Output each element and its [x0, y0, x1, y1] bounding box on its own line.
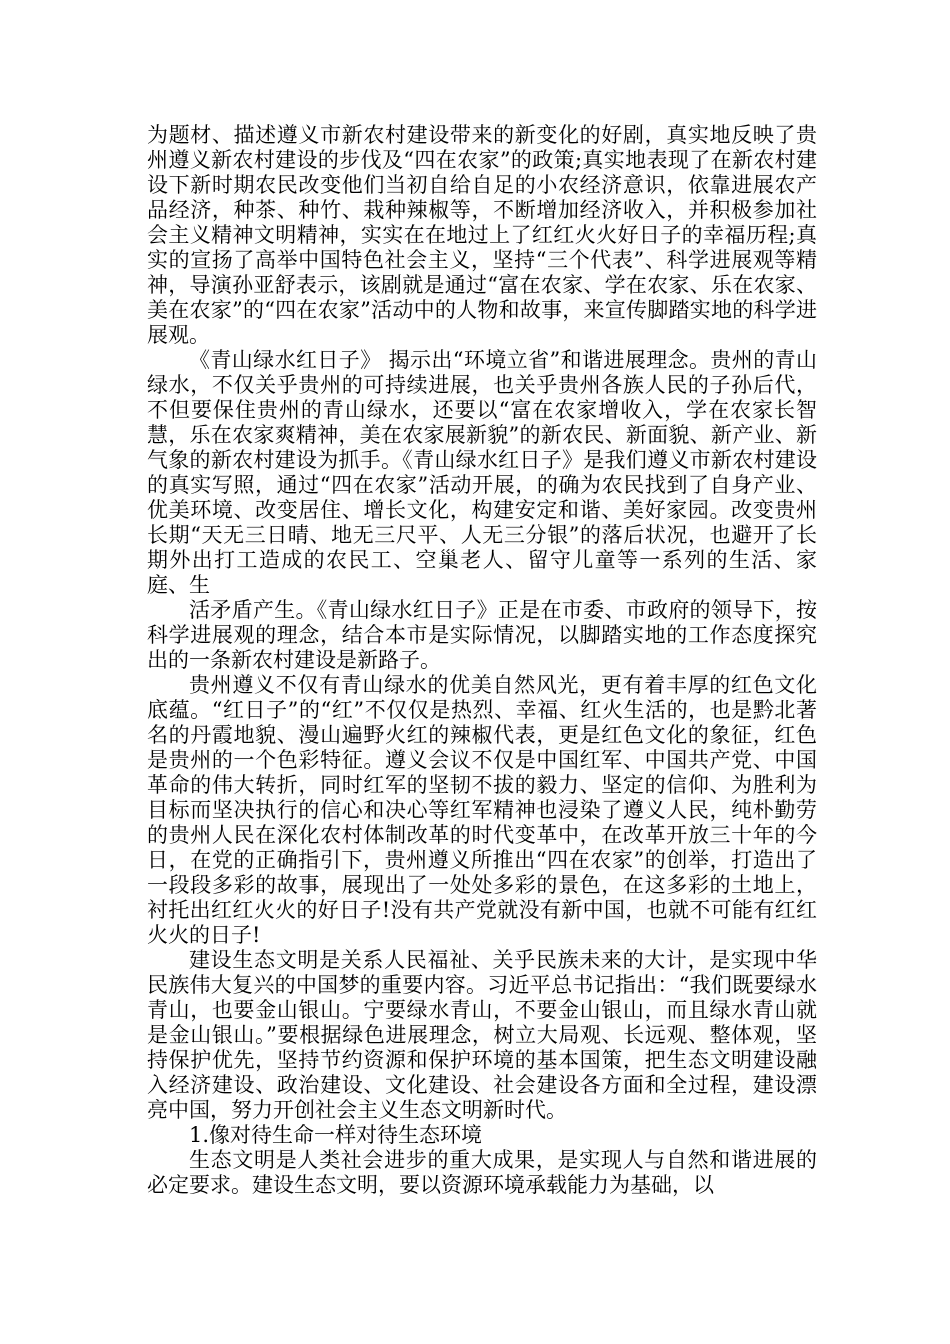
paragraph-5: 建设生态文明是关系人民福祉、关乎民族未来的大计，是实现中华民族伟大复兴的中国梦的重要内容。习近平总书记指出：“我们既要绿水青山，也要金山银山。宁要绿水青山，不要金山银山，而且绿水青山就是金山银山。”要根据绿色进展理念，树立大局观、长远观、整体观，坚持保护优先，坚持节约资源和保护环境的基本国策，把生态文明建设融入经济建设、政治建设、文化建设、社会建设各方面和全过程，建设漂亮中国，努力开创社会主义生态文明新时代。 [147, 948, 817, 1122]
paragraph-2: 《青山绿水红日子》 揭示出“环境立省”和谐进展理念。贵州的青山绿水，不仅关乎贵州的可持续进展，也关乎贵州各族人民的子孙后代，不但要保住贵州的青山绿水，还要以“富在农家增收入，学在农家长智慧，乐在农家爽精神，美在农家展新貌”的新农民、新面貌、新产业、新气象的新农村建设为抓手。《青山绿水红日子》是我们遵义市新农村建设的真实写照，通过“四在农家”活动开展，的确为农民找到了自身产业、优美环境、改变居住、增长文化，构建安定和谐、美好家园。改变贵州长期“天无三日晴、地无三尺平、人无三分银”的落后状况，也避开了长期外出打工造成的农民工、空巢老人、留守儿童等一系列的生活、家庭、生 [147, 348, 817, 597]
section-heading: 1.像对待生命一样对待生态环境 [189, 1123, 483, 1147]
paragraph-6: 生态文明是人类社会进步的重大成果，是实现人与自然和谐进展的必定要求。建设生态文明，要以资源环境承载能力为基础，以 [147, 1148, 817, 1197]
paragraph-3: 活矛盾产生。《青山绿水红日子》正是在市委、市政府的领导下，按科学进展观的理念，结合本市是实际情况，以脚踏实地的工作态度探究出的一条新农村建设是新路子。 [147, 598, 817, 672]
paragraph-4: 贵州遵义不仅有青山绿水的优美自然风光，更有着丰厚的红色文化底蕴。“红日子”的“红”不仅仅是热烈、幸福、红火生活的，也是黔北著名的丹霞地貌、漫山遍野火红的辣椒代表，更是红色文化的象征，红色是贵州的一个色彩特征。遵义会议不仅是中国红军、中国共产党、中国革命的伟大转折，同时红军的坚韧不拔的毅力、坚定的信仰、为胜利为目标而坚决执行的信心和决心等红军精神也浸染了遵义人民，纯朴勤劳的贵州人民在深化农村体制改革的时代变革中，在改革开放三十年的今日，在党的正确指引下，贵州遵义所推出“四在农家”的创举，打造出了一段段多彩的故事，展现出了一处处多彩的景色，在这多彩的土地上，衬托出红红火火的好日子!没有共产党就没有新中国，也就不可能有红红火火的日子! [147, 673, 817, 947]
paragraph-1: 为题材、描述遵义市新农村建设带来的新变化的好剧，真实地反映了贵州遵义新农村建设的步伐及“四在农家”的政策;真实地表现了在新农村建设下新时期农民改变他们当初自给自足的小农经济意识，依靠进展农产品经济，种茶、种竹、栽种辣椒等，不断增加经济收入，并积极参加社会主义精神文明精神，实实在在地过上了红红火火好日子的幸福历程;真实的宣扬了高举中国特色社会主义，坚持“三个代表”、科学进展观等精神，导演孙亚舒表示，该剧就是通过“富在农家、学在农家、乐在农家、美在农家”的“四在农家”活动中的人物和故事，来宣传脚踏实地的科学进展观。 [147, 123, 817, 347]
document-body [147, 123, 817, 1198]
